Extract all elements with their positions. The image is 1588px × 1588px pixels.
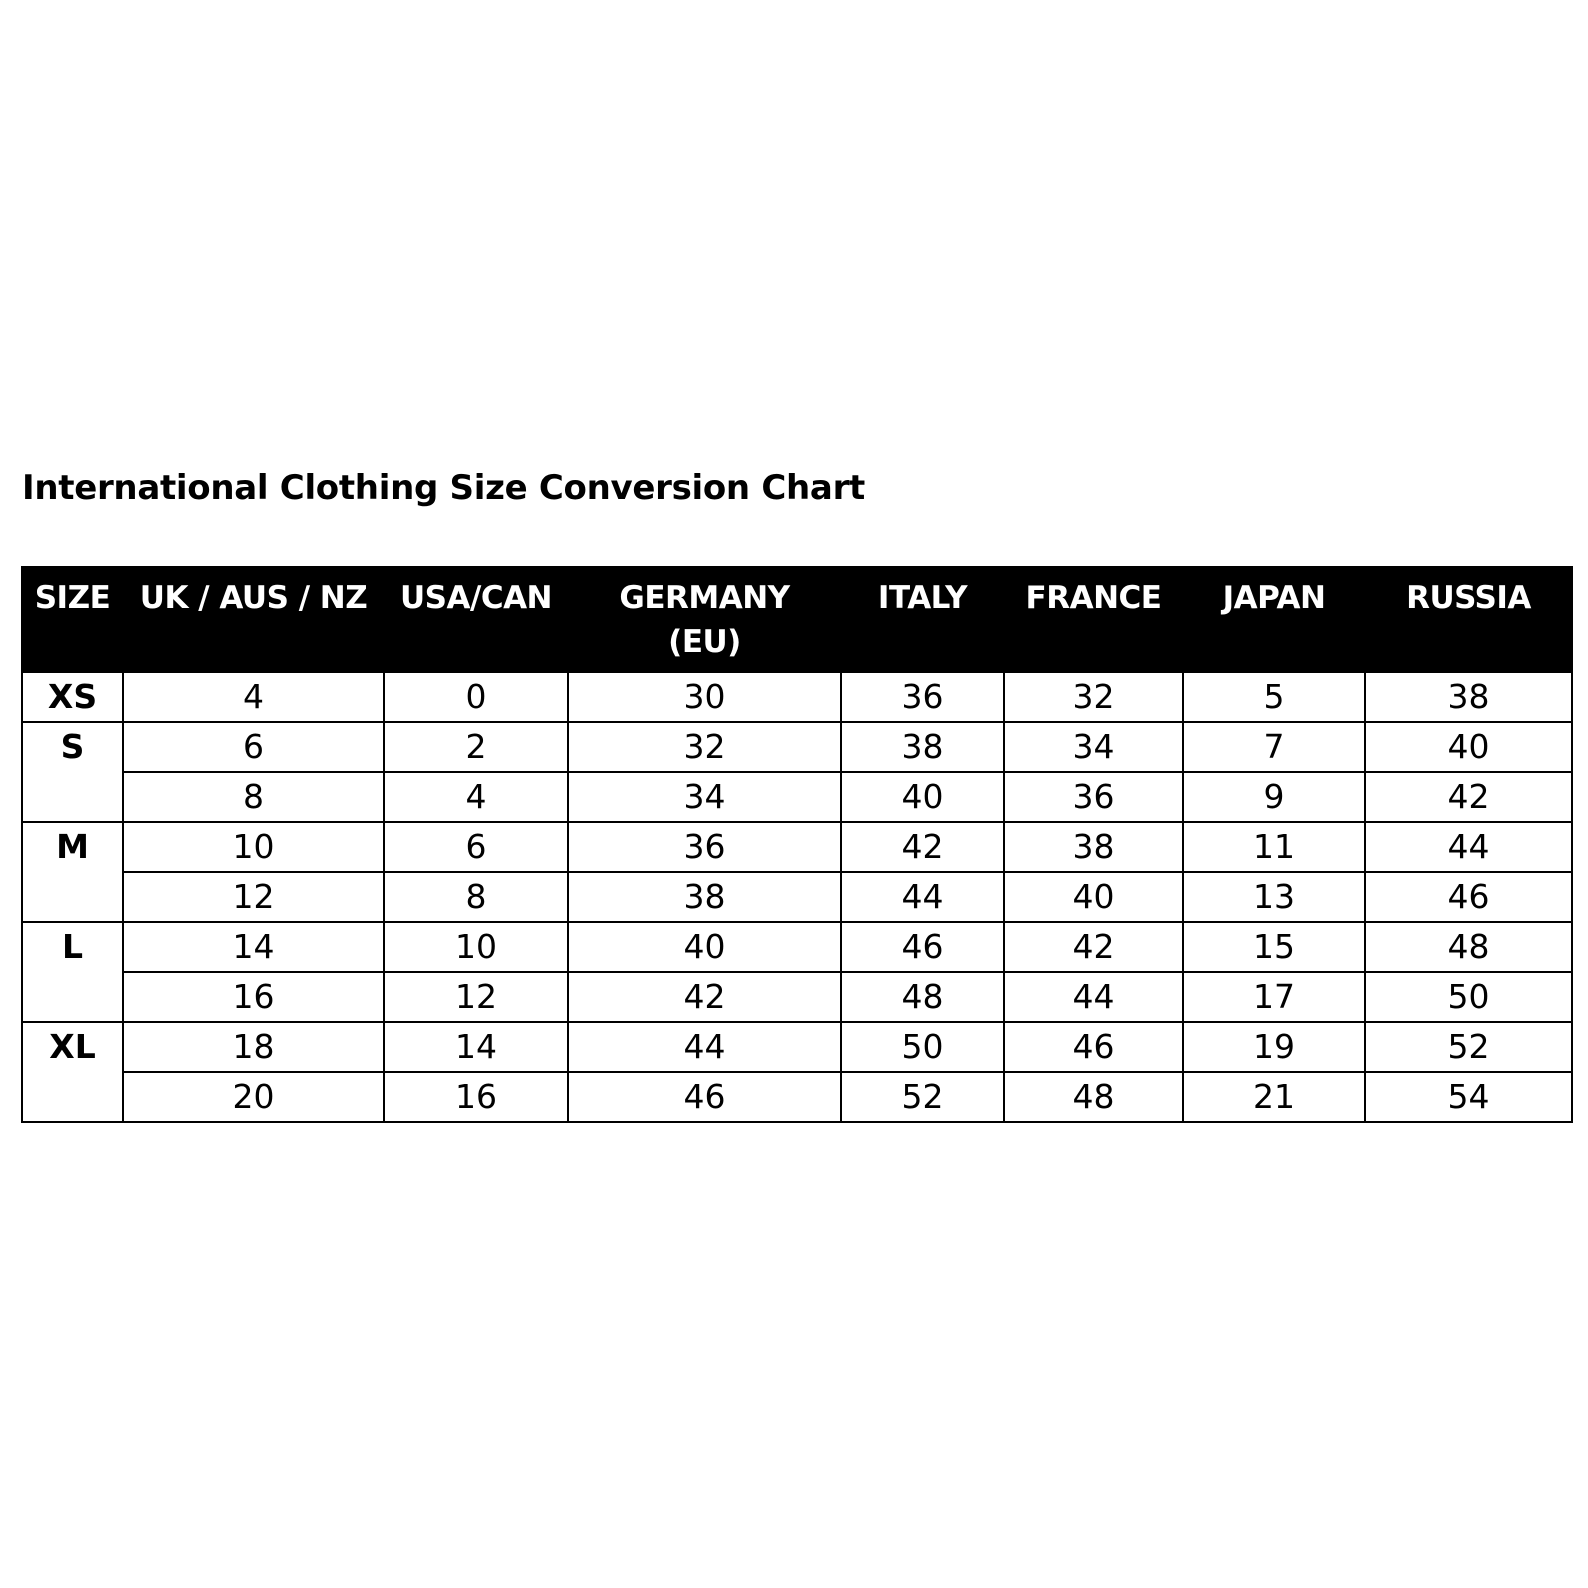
table-row xyxy=(22,672,1572,722)
table-cell: 40 xyxy=(841,772,1004,822)
table-cell: 14 xyxy=(123,922,384,972)
size-label: M xyxy=(22,822,123,922)
column-header-label: FRANCE xyxy=(1025,580,1162,616)
table-row xyxy=(22,772,1572,822)
table-cell: 38 xyxy=(841,722,1004,772)
table-cell: 44 xyxy=(841,872,1004,922)
table-cell: 46 xyxy=(568,1072,841,1122)
column-header xyxy=(1365,567,1572,672)
table-cell: 52 xyxy=(841,1072,1004,1122)
column-header xyxy=(384,567,568,672)
column-header-label: GERMANY xyxy=(619,580,790,616)
table-cell: 0 xyxy=(384,672,568,722)
table-cell: 44 xyxy=(1004,972,1183,1022)
table-cell: 30 xyxy=(568,672,841,722)
table-row xyxy=(22,722,1572,772)
table-cell: 17 xyxy=(1183,972,1365,1022)
column-header xyxy=(568,567,841,672)
chart-title: International Clothing Size Conversion Chart xyxy=(22,468,865,508)
size-label: L xyxy=(22,922,123,1022)
column-header xyxy=(22,567,123,672)
table-cell: 42 xyxy=(1004,922,1183,972)
column-header-label: UK / AUS / NZ xyxy=(139,580,368,616)
table-cell: 36 xyxy=(841,672,1004,722)
table-row xyxy=(22,922,1572,972)
table-cell: 42 xyxy=(1365,772,1572,822)
table-cell: 48 xyxy=(1004,1072,1183,1122)
table-cell: 38 xyxy=(568,872,841,922)
table-cell: 46 xyxy=(841,922,1004,972)
table-row xyxy=(22,1072,1572,1122)
table-cell: 5 xyxy=(1183,672,1365,722)
table-cell: 19 xyxy=(1183,1022,1365,1072)
table-cell: 38 xyxy=(1365,672,1572,722)
table-cell: 7 xyxy=(1183,722,1365,772)
table-cell: 9 xyxy=(1183,772,1365,822)
table-cell: 40 xyxy=(1365,722,1572,772)
size-label: XL xyxy=(22,1022,123,1122)
table-cell: 12 xyxy=(123,872,384,922)
table-cell: 8 xyxy=(384,872,568,922)
column-header xyxy=(1183,567,1365,672)
table-cell: 46 xyxy=(1365,872,1572,922)
table-cell: 16 xyxy=(384,1072,568,1122)
table-cell: 21 xyxy=(1183,1072,1365,1122)
table-cell: 48 xyxy=(841,972,1004,1022)
table-cell: 2 xyxy=(384,722,568,772)
column-header-label: ITALY xyxy=(877,580,968,616)
table-cell: 32 xyxy=(1004,672,1183,722)
table-cell: 44 xyxy=(568,1022,841,1072)
table-row xyxy=(22,822,1572,872)
size-label: S xyxy=(22,722,123,822)
size-conversion-table xyxy=(21,566,1573,1123)
table-cell: 52 xyxy=(1365,1022,1572,1072)
table-cell: 8 xyxy=(123,772,384,822)
column-header-label: SIZE xyxy=(34,580,111,616)
table-cell: 4 xyxy=(123,672,384,722)
table-cell: 12 xyxy=(384,972,568,1022)
column-header-label: USA/CAN xyxy=(400,580,552,616)
table-cell: 42 xyxy=(841,822,1004,872)
size-label: XS xyxy=(22,672,123,722)
column-header-label: (EU) xyxy=(668,624,741,660)
table-cell: 50 xyxy=(1365,972,1572,1022)
table-cell: 46 xyxy=(1004,1022,1183,1072)
table-header-row xyxy=(22,567,1572,672)
table-cell: 10 xyxy=(123,822,384,872)
table-cell: 6 xyxy=(123,722,384,772)
table-row xyxy=(22,1022,1572,1072)
table-cell: 32 xyxy=(568,722,841,772)
table-cell: 18 xyxy=(123,1022,384,1072)
table-cell: 44 xyxy=(1365,822,1572,872)
table-cell: 38 xyxy=(1004,822,1183,872)
column-header xyxy=(841,567,1004,672)
table-cell: 13 xyxy=(1183,872,1365,922)
table-cell: 14 xyxy=(384,1022,568,1072)
table-cell: 6 xyxy=(384,822,568,872)
table-cell: 34 xyxy=(568,772,841,822)
table-cell: 48 xyxy=(1365,922,1572,972)
column-header xyxy=(1004,567,1183,672)
table-cell: 50 xyxy=(841,1022,1004,1072)
table-cell: 54 xyxy=(1365,1072,1572,1122)
column-header-label: JAPAN xyxy=(1222,580,1326,616)
table-cell: 16 xyxy=(123,972,384,1022)
table-row xyxy=(22,972,1572,1022)
table-cell: 40 xyxy=(1004,872,1183,922)
column-header xyxy=(123,567,384,672)
table-cell: 20 xyxy=(123,1072,384,1122)
column-header-label: RUSSIA xyxy=(1406,580,1531,616)
table-row xyxy=(22,872,1572,922)
table-cell: 36 xyxy=(1004,772,1183,822)
table-cell: 4 xyxy=(384,772,568,822)
table-cell: 36 xyxy=(568,822,841,872)
table-body xyxy=(22,672,1572,1122)
table-cell: 34 xyxy=(1004,722,1183,772)
table-cell: 11 xyxy=(1183,822,1365,872)
table-cell: 40 xyxy=(568,922,841,972)
table-cell: 10 xyxy=(384,922,568,972)
table-cell: 15 xyxy=(1183,922,1365,972)
table-cell: 42 xyxy=(568,972,841,1022)
